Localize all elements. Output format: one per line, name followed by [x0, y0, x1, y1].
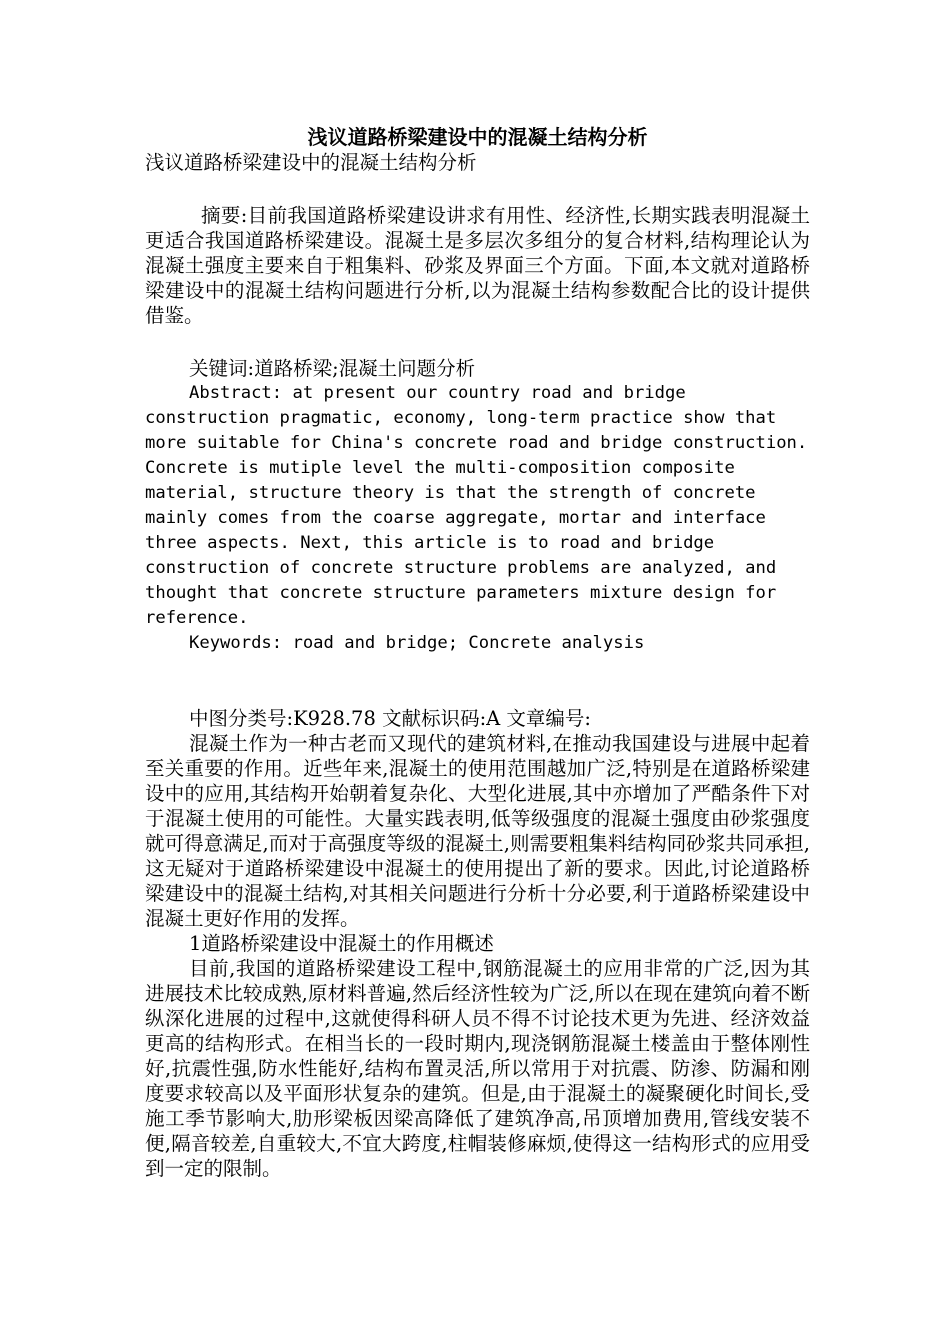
document-subtitle: 浅议道路桥梁建设中的混凝土结构分析	[145, 151, 477, 174]
english-abstract: Abstract: at present our country road and bridge construction pragmatic, economy, long-term practice show that more suitable for China's concrete road and bridge construction. Concrete is mutiple level the multi-composition composite material, structure theory is that the strength of concrete mainly comes from the coarse aggregate, mortar and interface three aspects. Next, this article is to road and bridge construction of concrete structure problems are analyzed, and thought that concrete structure parameters mixture design for reference.	[145, 383, 808, 628]
intro-paragraph: 混凝土作为一种古老而又现代的建筑材料,在推动我国建设与进展中起着至关重要的作用。近些年来,混凝土的使用范围越加广泛,特别是在道路桥梁建设中的应用,其结构开始朝着复杂化、大型化进展,其中亦增加了严酷条件下对于混凝土使用的可能性。大量实践表明,低等级强度的混凝土强度由砂浆强度就可得意满足,而对于高强度等级的混凝土,则需要粗集料结构同砂浆共同承担,这无疑对于道路桥梁建设中混凝土的使用提出了新的要求。因此,讨论道路桥梁建设中的混凝土结构,对其相关问题进行分析十分必要,利于道路桥梁建设中混凝土更好作用的发挥。	[145, 732, 810, 930]
chinese-keywords: 关键词:道路桥梁;混凝土问题分析	[189, 357, 476, 380]
section-1-paragraph: 目前,我国的道路桥梁建设工程中,钢筋混凝土的应用非常的广泛,因为其进展技术比较成熟,原材料普遍,然后经济性较为广泛,所以在现在建筑向着不断纵深化进展的过程中,这就使得科研人员不得不讨论技术更为先进、经济效益更高的结构形式。在相当长的一段时期内,现浇钢筋混凝土楼盖由于整体刚性好,抗震性强,防水性能好,结构布置灵活,所以常用于对抗震、防渗、防漏和刚度要求较高以及平面形状复杂的建筑。但是,由于混凝土的凝聚硬化时间长,受施工季节影响大,肋形梁板因梁高降低了建筑净高,吊顶增加费用,管线安装不便,隔音较差,自重较大,不宜大跨度,柱帽装修麻烦,使得这一结构形式的应用受到一定的限制。	[145, 957, 810, 1180]
section-1-heading: 1道路桥梁建设中混凝土的作用概述	[189, 932, 494, 955]
document-title: 浅议道路桥梁建设中的混凝土结构分析	[307, 125, 648, 149]
classification-line: 中图分类号:K928.78 文献标识码:A 文章编号:	[189, 707, 591, 730]
english-keywords: Keywords: road and bridge; Concrete analysis	[189, 633, 645, 653]
document-body	[145, 124, 810, 1181]
chinese-abstract: 摘要:目前我国道路桥梁建设讲求有用性、经济性,长期实践表明混凝土更适合我国道路桥梁建设。混凝土是多层次多组分的复合材料,结构理论认为混凝土强度主要来自于粗集料、砂浆及界面三个方面。下面,本文就对道路桥梁建设中的混凝土结构问题进行分析,以为混凝土结构参数配合比的设计提供借鉴。	[145, 204, 810, 327]
